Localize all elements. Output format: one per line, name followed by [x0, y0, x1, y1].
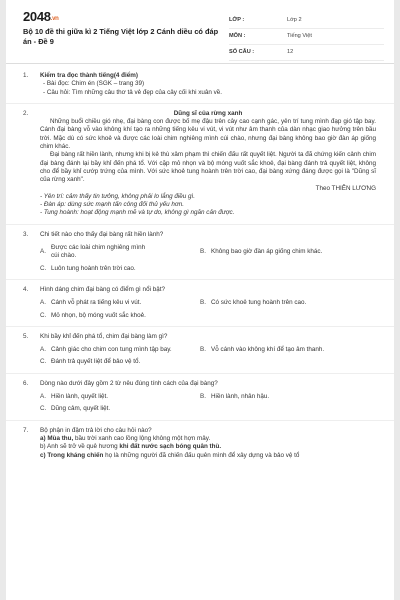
- divider: [6, 326, 394, 327]
- meta-row-grade: LỚP : Lớp 2: [229, 13, 384, 29]
- question-6: 6. Dòng nào dưới đây gồm 2 từ nêu đúng tính cách của đại bàng? A. Hiền lành, quyết liệt. B. Hiền lành, nhân hậu. C. Dũng cảm, quyết liệt.: [6, 380, 394, 414]
- option-b[interactable]: B. Có sức khoẻ tung hoành trên cao.: [200, 299, 307, 307]
- question-5: 5. Khi bầy khỉ đến phá tổ, chim đại bàng làm gì? A. Cảnh giác cho chim con tung mình tập bay. B. Vỗ cánh vào không khí để tạo âm thanh. C. Đánh trả quyết liệt để bảo vệ tổ.: [6, 333, 394, 367]
- option-a[interactable]: A. Hiền lành, quyết liệt.: [40, 393, 109, 401]
- sentence-c: c) Trong kháng chiến họ là những người đã chiến đấu quên mình để xây dựng và bảo vệ tổ: [40, 451, 300, 459]
- sentence-a: a) Mùa thu, bầu trời xanh cao lồng lộng không một hợn mây.: [40, 434, 211, 442]
- sentence-b: b) Anh sẽ trở về quê hương khi đất nước sạch bóng quân thù.: [40, 443, 222, 451]
- option-c[interactable]: C. Dũng cảm, quyết liệt.: [40, 405, 111, 413]
- question-7: 7. Bộ phận in đậm trả lời cho câu hỏi nào? a) Mùa thu, bầu trời xanh cao lồng lộng không một hợn mây. b) Anh sẽ trở về quê hương khi đất nước sạch bóng quân thù. c) Trong kháng chiến họ là những người đã chiến đấu quên mình để xây dựng và bảo vệ tổ: [6, 427, 394, 460]
- option-b[interactable]: B. Vỗ cánh vào không khí để tạo âm thanh.: [200, 346, 325, 354]
- option-a[interactable]: A. Cánh vỗ phát ra tiếng kêu vi vút.: [40, 299, 142, 307]
- question-3: 3. Chi tiết nào cho thấy đại bàng rất hiền lành? A. Được các loài chim nghiêng mình cúi chào. B. Không bao giờ đàn áp giống chim khác. C. Luôn tung hoành trên trời cao.: [6, 231, 394, 273]
- question-4: 4. Hình dáng chim đại bàng có điểm gì nổi bật? A. Cánh vỗ phát ra tiếng kêu vi vút. B. Có sức khoẻ tung hoành trên cao. C. Mỏ nhọn, bộ móng vuốt sắc khoẻ.: [6, 286, 394, 320]
- question-1: 1. Kiểm tra đọc thành tiếng(4 điểm) - Bài đọc: Chim én (SGK – trang 39) - Câu hỏi: Tìm những câu thơ tả vẻ đẹp của cây cối khi xuân về.: [23, 72, 223, 96]
- divider: [6, 224, 394, 225]
- option-c[interactable]: C. Luôn tung hoành trên trời cao.: [40, 264, 136, 272]
- glossary-note: - Tung hoành: hoạt động mạnh mẽ và tự do, không gì ngăn cản được.: [40, 209, 235, 217]
- document-header: [6, 0, 394, 64]
- passage-paragraph: Những buổi chiều gió nhẹ, đại bàng con được bố mẹ đậu trên cây cao cạnh gác, yên trí tung mình đạp gió tập bay. Cánh đại bàng vỗ vào không khí tạo ra những tiếng kêu vi vút, vi vút như âm thanh của dàn nhạc giao hưởng trên bầu trời. Mặc dù có sức khoẻ và được các loài chim nghiêng mình cúi chào, nhưng đại bàng không bao giờ đàn áp giống chim khác.: [40, 118, 376, 151]
- glossary-note: - Yên trí: cảm thấy tin tưởng, không phải lo lắng điều gì.: [40, 192, 196, 200]
- document-page: [6, 0, 394, 600]
- divider: [6, 420, 394, 421]
- option-b[interactable]: B. Hiền lành, nhân hậu.: [200, 393, 270, 401]
- passage-author: Theo THIÊN LƯƠNG: [315, 184, 376, 192]
- option-a[interactable]: A. Cảnh giác cho chim con tung mình tập bay.: [40, 346, 172, 354]
- question-2: 2. Dũng sĩ của rừng xanh Những buổi chiều gió nhẹ, đại bàng con được bố mẹ đậu trên cây cao cạnh gác, yên trí tung mình đạp gió tập bay. Cánh đại bàng vỗ vào không khí tạo ra những tiếng kêu vi vút, vi vút như âm thanh của dàn nhạc giao hưởng trên bầu trời. Mặc dù có sức khoẻ và được các loài chim nghiêng mình cúi chào, nhưng đại bàng không bao giờ đàn áp giống chim khác. Đại bàng rất hiền lành, nhưng khi bị kẻ thù xâm phạm thì chiến đấu rất quyết liệt. Người ta đã chứng kiến cảnh chim đại bàng đánh lại bầy khỉ đến phá tổ. Với cặp mỏ nhọn và bộ móng vuốt sắc khoẻ, đại bàng đánh trả quyết liệt, không cho để bầy khỉ cướp trứng của mình. Với sức khoẻ tung hoành trên trời cao, đại bàng xứng đáng được gọi là "Dũng sĩ của rừng xanh". Theo THIÊN LƯƠNG - Yên trí: cảm thấy tin tưởng, không phải lo lắng điều gì. - Đàn áp: dùng sức mạnh tấn công đối thủ yếu hơn. - Tung hoành: hoạt động mạnh mẽ và tự do, không gì ngăn cản được.: [23, 109, 376, 217]
- meta-row-subject: MÔN : Tiếng Việt: [229, 29, 384, 45]
- passage-paragraph: Đại bàng rất hiền lành, nhưng khi bị kẻ thù xâm phạm thì chiến đấu rất quyết liệt. Người ta đã chứng kiến cảnh chim đại bàng đánh lại bầy khỉ đến phá tổ. Với cặp mỏ nhọn và bộ móng vuốt sắc khoẻ, đại bàng đánh trả quyết liệt, không cho để bầy khỉ cướp trứng của mình. Với sức khoẻ tung hoành trên trời cao, đại bàng xứng đáng được gọi là "Dũng sĩ của rừng xanh".: [40, 151, 376, 184]
- site-logo[interactable]: 2048.vn: [23, 9, 59, 24]
- glossary-note: - Đàn áp: dùng sức mạnh tấn công đối thủ yếu hơn.: [40, 201, 184, 209]
- divider: [6, 279, 394, 280]
- divider: [6, 373, 394, 374]
- meta-table: [229, 13, 384, 61]
- page-title: Bộ 10 đề thi giữa kì 2 Tiếng Việt lớp 2 Cánh diều có đáp án - Đề 9: [23, 27, 219, 46]
- option-b[interactable]: B. Không bao giờ đàn áp giống chim khác.: [200, 248, 323, 256]
- option-c[interactable]: C. Đánh trả quyết liệt để bảo vệ tổ.: [40, 358, 141, 366]
- meta-row-count: SỐ CÂU : 12: [229, 45, 384, 61]
- option-a[interactable]: A. Được các loài chim nghiêng mình cúi chào.: [40, 244, 146, 260]
- questions: [6, 72, 394, 460]
- option-c[interactable]: C. Mỏ nhọn, bộ móng vuốt sắc khoẻ.: [40, 311, 146, 319]
- divider: [6, 103, 394, 104]
